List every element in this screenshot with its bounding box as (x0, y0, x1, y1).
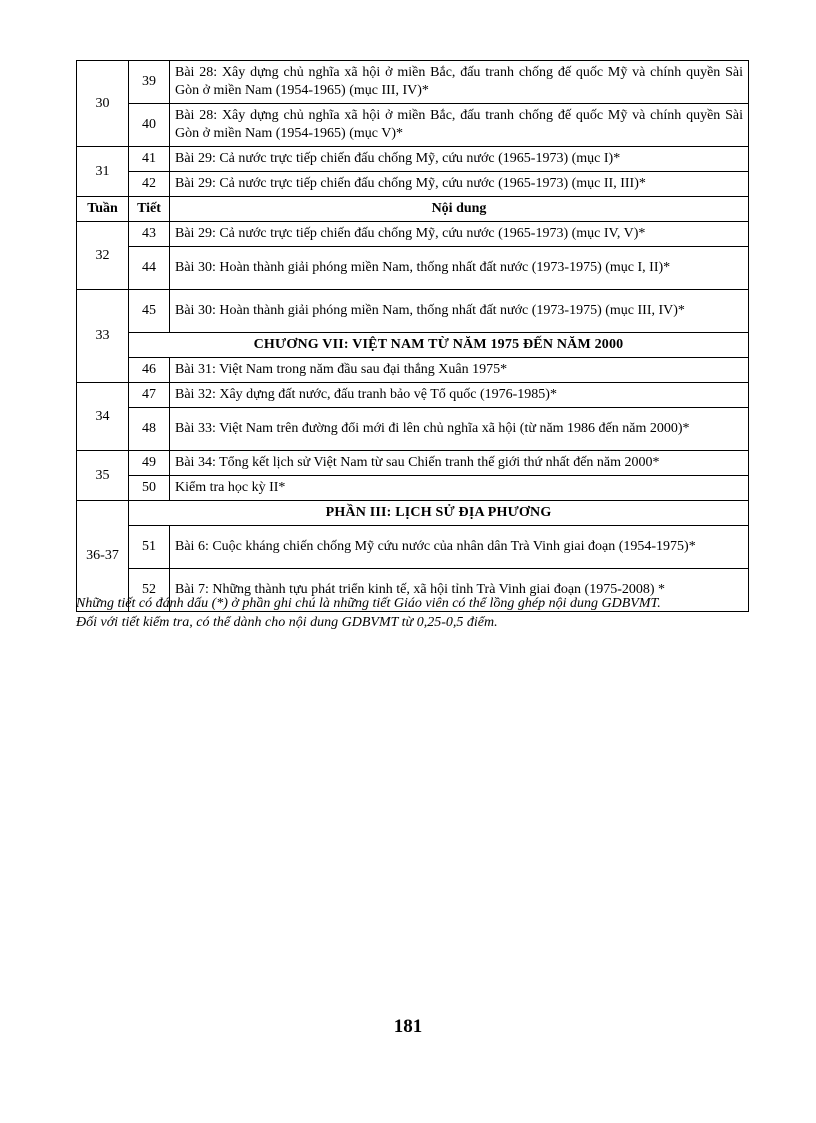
period-cell: 49 (129, 451, 170, 476)
content-column-header: Nội dung (170, 197, 749, 222)
table-header-row (77, 197, 749, 222)
period-cell: 41 (129, 147, 170, 172)
period-cell: 50 (129, 476, 170, 501)
week-cell: 34 (77, 383, 129, 451)
period-cell: 45 (129, 290, 170, 333)
content-cell: Bài 28: Xây dựng chủ nghĩa xã hội ở miền Bắc, đấu tranh chống đế quốc Mỹ và chính quyền Sài Gòn ở miền Nam (1954-1965) (mục V)* (170, 104, 749, 147)
content-cell: Bài 31: Việt Nam trong năm đầu sau đại thắng Xuân 1975* (170, 358, 749, 383)
table-row (77, 501, 749, 526)
content-cell: Bài 30: Hoàn thành giải phóng miền Nam, thống nhất đất nước (1973-1975) (mục III, IV)* (170, 290, 749, 333)
period-cell: 46 (129, 358, 170, 383)
footnote-line: Đối với tiết kiểm tra, có thể dành cho nội dung GDBVMT từ 0,25-0,5 điểm. (76, 615, 498, 630)
table-row (77, 147, 749, 172)
period-cell: 51 (129, 526, 170, 569)
page-number: 181 (393, 1016, 423, 1037)
period-cell: 44 (129, 247, 170, 290)
content-cell: Bài 7: Những thành tựu phát triển kinh tế, xã hội tỉnh Trà Vinh giai đoạn (1975-2008) * (170, 569, 749, 612)
content-cell: Bài 32: Xây dựng đất nước, đấu tranh bảo vệ Tổ quốc (1976-1985)* (170, 383, 749, 408)
table-row (77, 358, 749, 383)
content-cell: Kiểm tra học kỳ II* (170, 476, 749, 501)
table-row (77, 222, 749, 247)
content-cell: Bài 29: Cả nước trực tiếp chiến đấu chống Mỹ, cứu nước (1965-1973) (mục IV, V)* (170, 222, 749, 247)
table-row (77, 290, 749, 333)
table-row (77, 104, 749, 147)
week-column-header: Tuần (77, 197, 129, 222)
period-cell: 43 (129, 222, 170, 247)
content-cell: Bài 33: Việt Nam trên đường đổi mới đi lên chủ nghĩa xã hội (từ năm 1986 đến năm 2000)* (170, 408, 749, 451)
content-cell: Bài 6: Cuộc kháng chiến chống Mỹ cứu nước của nhân dân Trà Vinh giai đoạn (1954-1975)* (170, 526, 749, 569)
table-row (77, 476, 749, 501)
week-cell: 31 (77, 147, 129, 197)
period-cell: 42 (129, 172, 170, 197)
week-cell: 35 (77, 451, 129, 501)
period-cell: 39 (129, 61, 170, 104)
content-cell: Bài 34: Tổng kết lịch sử Việt Nam từ sau Chiến tranh thế giới thứ nhất đến năm 2000* (170, 451, 749, 476)
period-cell: 47 (129, 383, 170, 408)
chapter-heading: CHƯƠNG VII: VIỆT NAM TỪ NĂM 1975 ĐẾN NĂM 2000 (129, 333, 749, 358)
table-row (77, 451, 749, 476)
period-column-header: Tiết (129, 197, 170, 222)
footnote-line: Những tiết có đánh dấu (*) ở phần ghi chú là những tiết Giáo viên có thể lồng ghép nội dung GDBVMT. (76, 596, 661, 611)
period-cell: 48 (129, 408, 170, 451)
table-row (77, 172, 749, 197)
table-row (77, 408, 749, 451)
table-row (77, 247, 749, 290)
content-cell: Bài 30: Hoàn thành giải phóng miền Nam, thống nhất đất nước (1973-1975) (mục I, II)* (170, 247, 749, 290)
footnotes (76, 594, 766, 632)
period-cell: 40 (129, 104, 170, 147)
part-heading: PHẦN III: LỊCH SỬ ĐỊA PHƯƠNG (129, 501, 749, 526)
content-cell: Bài 28: Xây dựng chủ nghĩa xã hội ở miền Bắc, đấu tranh chống đế quốc Mỹ và chính quyền Sài Gòn ở miền Nam (1954-1965) (mục III, IV)* (170, 61, 749, 104)
week-cell: 33 (77, 290, 129, 383)
period-cell: 52 (129, 569, 170, 612)
table-row (77, 333, 749, 358)
curriculum-table (76, 60, 749, 612)
content-cell: Bài 29: Cả nước trực tiếp chiến đấu chống Mỹ, cứu nước (1965-1973) (mục II, III)* (170, 172, 749, 197)
week-cell: 32 (77, 222, 129, 290)
week-cell: 36-37 (77, 501, 129, 612)
table-row (77, 526, 749, 569)
table-row (77, 383, 749, 408)
week-cell: 30 (77, 61, 129, 147)
table-row (77, 61, 749, 104)
content-cell: Bài 29: Cả nước trực tiếp chiến đấu chống Mỹ, cứu nước (1965-1973) (mục I)* (170, 147, 749, 172)
